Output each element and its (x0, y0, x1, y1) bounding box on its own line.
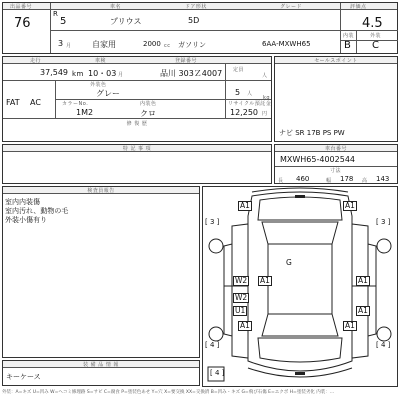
tire-rear-left: [ 4 ] (205, 341, 220, 349)
displacement-unit: cc (164, 43, 171, 49)
recycle-unit: 円 (262, 111, 268, 117)
doors: 5D (188, 16, 200, 25)
mark-a1-top-left: A1 (240, 201, 250, 210)
doors-label: ドア形状 (185, 4, 207, 10)
trim-label: 内装色 (140, 101, 157, 107)
weight-unit: kg (263, 95, 271, 101)
tire-spare: [ 4 ] (210, 369, 225, 377)
exterior-label: 外装 (370, 33, 382, 39)
equipment-text: キーケース (6, 373, 41, 381)
length-label: 長 (278, 178, 284, 184)
inspection-suffix: 月 (118, 72, 124, 78)
recycle-label: リサイクル預託金 (228, 101, 272, 107)
lot-number: 76 (14, 16, 31, 31)
width: 178 (340, 175, 354, 183)
tire-rear-right: [ 4 ] (376, 341, 391, 349)
options-label: 特 記 事 項 (122, 146, 152, 152)
mark-g-center: G (286, 258, 292, 267)
height: 143 (376, 175, 390, 183)
inspector-note: 外装小傷有り (5, 216, 47, 224)
color-code: 1M2 (76, 108, 94, 117)
month: 3 (58, 39, 64, 48)
fuel: ガソリン (178, 41, 206, 49)
score-label: 評価点 (350, 4, 367, 10)
length: 460 (296, 175, 310, 183)
grade-label: グレード (280, 4, 303, 10)
quota-label: 定員 (233, 67, 245, 73)
exterior-grade: C (372, 40, 379, 51)
score: 4.5 (362, 16, 383, 31)
usage: 自家用 (92, 40, 116, 49)
quota-unit: 人 (262, 73, 268, 79)
inspection-label: 車検 (95, 58, 107, 64)
capacity: 5 (235, 88, 241, 97)
lot-label: 出品番号 (10, 4, 33, 10)
model-year: 5 (60, 16, 67, 27)
color-label: 外装色 (90, 82, 107, 88)
month-suffix: 月 (66, 43, 72, 49)
sales-point-label: セールスポイント (314, 58, 358, 64)
model-code: 6AA-MXWH65 (262, 40, 311, 48)
mark-a1-right-low: A1 (358, 306, 368, 315)
legend-footer: 外装：A=キズ U=凹み W=ヘコミ修理跡 S=サビ C=腐食 P=塗装色あせ Y=穴 X=要交換 XX=交換済 B=凹み・キズ G=飛び石傷 E=エクボ H=塗装劣化 内装：... (2, 390, 335, 395)
trim: クロ (140, 109, 156, 118)
tire-front-right: [ 3 ] (376, 218, 391, 226)
car-name: プリウス (110, 17, 142, 26)
interior-grade: B (344, 40, 351, 51)
inspector-note: 室内内装傷 (5, 198, 40, 206)
displacement: 2000 (143, 40, 161, 48)
width-label: 幅 (326, 178, 332, 184)
mileage-unit: km (72, 70, 84, 78)
sales-point-text: ナビ SR 17B PS PW (279, 129, 345, 137)
mark-a1-top-right: A1 (345, 201, 355, 210)
mark-a1-bottom-left: A1 (240, 321, 250, 330)
inspection: 10・03 (88, 69, 117, 78)
inspector-label: 検査員報告 (87, 188, 115, 194)
mark-u1-left: U1 (235, 306, 246, 315)
capacity-unit: 人 (247, 91, 253, 97)
transmission: FAT (6, 98, 20, 107)
mileage: 37,549 (40, 68, 68, 77)
color: グレー (96, 89, 120, 98)
model-year-era: R (53, 10, 58, 18)
size-label: 寸法 (330, 168, 342, 174)
mark-w2-left-low: W2 (235, 293, 248, 302)
mileage-label: 走行 (30, 58, 42, 64)
history-label: 修 復 歴 (126, 121, 148, 127)
tire-front-left: [ 3 ] (205, 218, 220, 226)
interior-label: 内装 (343, 33, 355, 39)
mark-a1-right-mid: A1 (358, 276, 368, 285)
chassis-label: 車台番号 (324, 146, 347, 152)
inspector-notes (5, 198, 68, 225)
car-diagram (202, 186, 398, 387)
name-label: 車名 (110, 4, 122, 10)
chassis-number: MXWH65-4002544 (280, 155, 356, 164)
recycle-deposit: 12,250 (230, 108, 258, 117)
mark-a1-bottom-right: A1 (345, 321, 355, 330)
height-label: 高 (362, 178, 368, 184)
plate: 品川 303Ｚ4007 (160, 69, 223, 78)
inspector-note: 室内汚れ、動物の毛 (5, 207, 69, 215)
mark-a1-left-mid: A1 (260, 276, 270, 285)
color-code-label: カラーNo. (62, 101, 89, 107)
plate-label: 登録番号 (175, 58, 198, 64)
air-conditioner: AC (30, 98, 41, 107)
equipment-label: 装 備 品 情 報 (83, 362, 119, 368)
mark-w2-left: W2 (235, 276, 248, 285)
